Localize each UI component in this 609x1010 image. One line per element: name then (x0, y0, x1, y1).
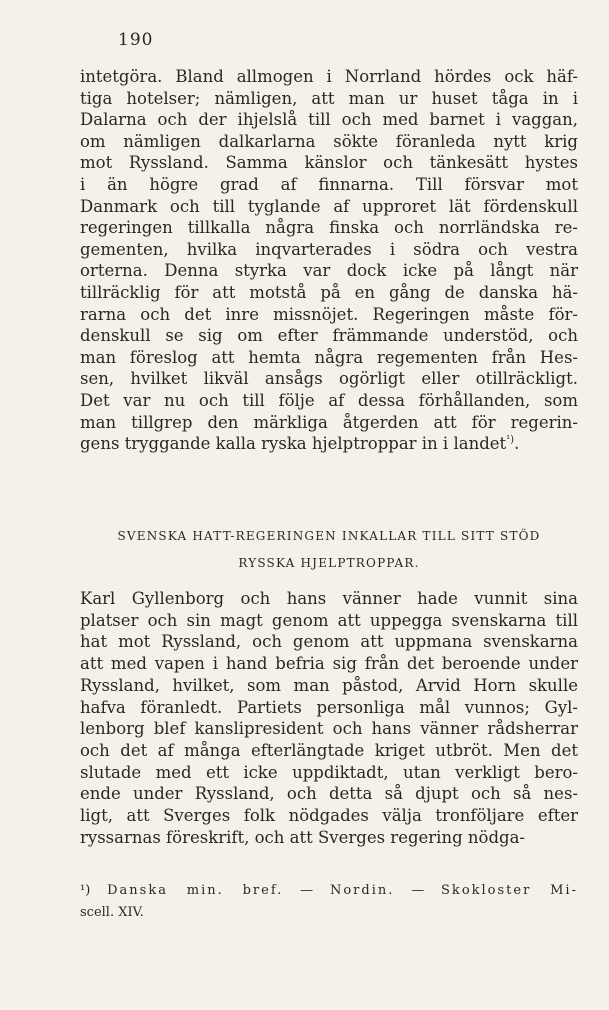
section-heading (80, 523, 578, 577)
text-line-content: Det var nu och till följe af dessa förhållanden, som (80, 390, 578, 410)
text-line (80, 260, 578, 282)
text-line-content: Danmark och till tyglande af upproret lät fördenskull (80, 196, 578, 216)
text-line-content: rarna och det inre missnöjet. Regeringen måste för- (80, 304, 578, 324)
text-line-content: att med vapen i hand befria sig från det beroende under (80, 654, 578, 674)
text-line-content: tiga hotelser; nämligen, att man ur huset tåga in i (80, 88, 578, 108)
text-line-content: om nämligen dalkarlarna sökte föranleda nytt krig (80, 131, 578, 151)
text-line (80, 368, 578, 390)
text-line-content: ryssarnas föreskrift, och att Sverges regering nödga- (80, 827, 525, 847)
text-line (80, 412, 578, 434)
text-line (80, 109, 578, 131)
text-line-content: Dalarna och der ihjelslå till och med barnet i vaggan, (80, 110, 578, 130)
text-line (80, 325, 578, 347)
paragraph-bottom (80, 588, 578, 848)
text-line-content: lenborg blef kanslipresident och hans vänner rådsherrar (80, 719, 578, 739)
text-line (80, 631, 578, 653)
footnote-source: Danska min. bref. (107, 883, 284, 898)
text-line-content: intetgöra. Bland allmogen i Norrland hördes ock häf- (80, 67, 578, 86)
text-line-content: i än högre grad af finnarna. Till försvar mot (80, 174, 578, 194)
footnote-marker: ¹) (80, 883, 91, 898)
text-line (80, 152, 578, 174)
text-line (80, 718, 578, 740)
text-line (80, 347, 578, 369)
text-line (80, 610, 578, 632)
text-line (80, 239, 578, 261)
footnote-line-1 (80, 880, 578, 902)
text-line-content: tillräcklig för att motstå på en gång de danska hä- (80, 282, 578, 302)
footnote-collection: Skokloster Mi- (441, 883, 578, 898)
text-line-content: Karl Gyllenborg och hans vänner hade vunnit sina (80, 589, 578, 608)
text-line-content: platser och sin magt genom att uppegga svenskarna till (80, 610, 578, 630)
text-line (80, 174, 578, 196)
heading-line-2: RYSSKA HJELPTROPPAR. (238, 556, 420, 570)
footnote (80, 880, 578, 924)
text-line (80, 805, 578, 827)
text-line (80, 131, 578, 153)
text-line (80, 282, 578, 304)
text-line (80, 588, 578, 610)
text-line (80, 783, 578, 805)
text-line (80, 675, 578, 697)
text-line (80, 66, 578, 88)
heading-line-1: SVENSKA HATT-REGERINGEN INKALLAR TILL SITT STÖD (117, 529, 541, 543)
text-line (80, 697, 578, 719)
page-number: 190 (118, 30, 154, 50)
text-line-content: hat mot Ryssland, och genom att uppmana svenskarna (80, 632, 578, 652)
text-line-content: Ryssland, hvilket, som man påstod, Arvid Horn skulle (80, 675, 578, 695)
text-line (80, 740, 578, 762)
footnote-line-2: scell. XIV. (80, 905, 144, 920)
text-line (80, 653, 578, 675)
footnote-reference: ¹) (506, 434, 515, 446)
text-line-content: slutade med ett icke uppdiktadt, utan verkligt bero- (80, 762, 578, 782)
text-line-content: gens tryggande kalla ryska hjelptroppar in i landet (80, 434, 507, 454)
footnote-author: Nordin. (329, 883, 395, 898)
text-line-content: man föreslog att hemta några regementen från Hes- (80, 347, 578, 367)
text-line (80, 827, 578, 849)
text-line-content: mot Ryssland. Samma känslor och tänkesätt hystes (80, 153, 578, 173)
text-line (80, 196, 578, 218)
text-line-content: gementen, hvilka inqvarterades i södra och vestra (80, 239, 578, 259)
text-line (80, 762, 578, 784)
text-line-content: man tillgrep den märkliga åtgerden att för regerin- (80, 412, 578, 432)
text-line-content: orterna. Denna styrka var dock icke på långt när (80, 261, 578, 281)
text-line-content: ende under Ryssland, och detta så djupt och så nes- (80, 784, 578, 804)
text-line (80, 390, 578, 412)
text-line-content: hafva föranledt. Partiets personliga mål vunnos; Gyl- (80, 697, 578, 717)
text-line-content: och det af många efterlängtade kriget utbröt. Men det (80, 740, 578, 760)
footnote-separator-1: — (300, 883, 314, 898)
text-line: gens tryggande kalla ryska hjelptroppar in i landet$^{^1)}$. (80, 434, 520, 454)
text-line-content: denskull se sig om efter främmande understöd, och (80, 326, 578, 346)
text-line (80, 217, 578, 239)
text-line (80, 304, 578, 326)
text-line-content: regeringen tillkalla några finska och norrländska re- (80, 218, 578, 238)
text-line-content: sen, hvilket likväl ansågs ogörligt eller otillräckligt. (80, 369, 578, 389)
text-line-content: ligt, att Sverges folk nödgades välja tronföljare efter (80, 806, 578, 826)
footnote-separator-2: — (411, 883, 425, 898)
paragraph-top (80, 66, 578, 455)
text-line (80, 88, 578, 110)
